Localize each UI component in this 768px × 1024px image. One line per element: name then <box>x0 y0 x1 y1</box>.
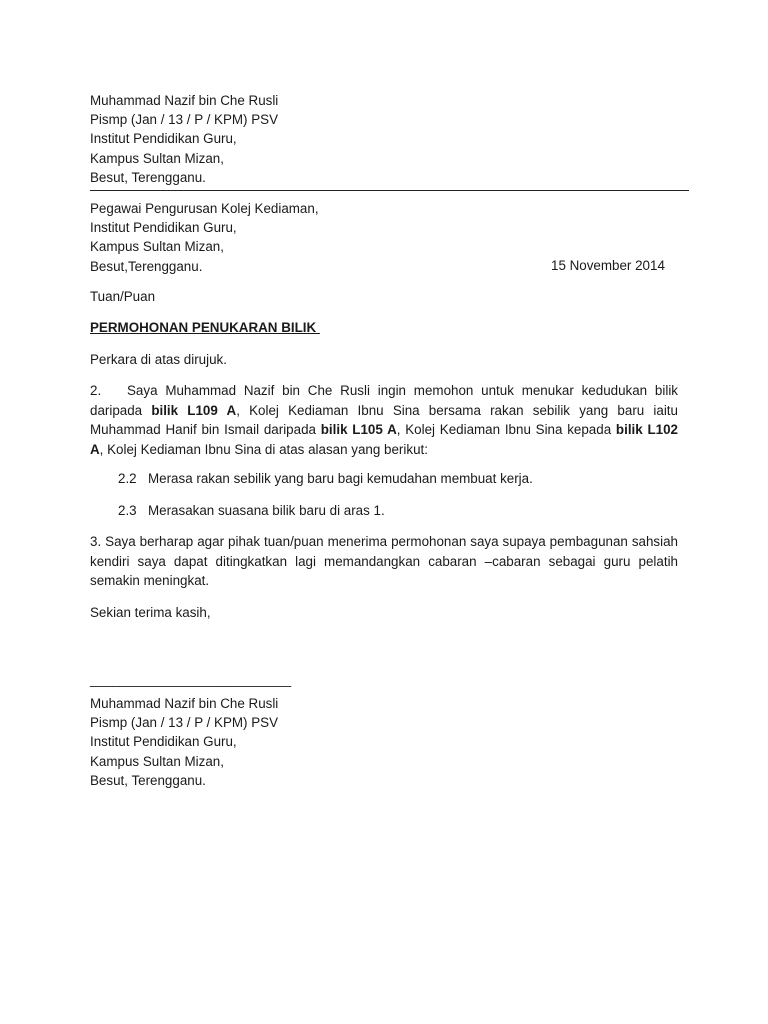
point-text: Merasa rakan sebilik yang baru bagi kemudahan membuat kerja. <box>148 471 533 486</box>
recipient-institute: Institut Pendidikan Guru, <box>90 220 237 236</box>
point-2-2 <box>118 469 533 488</box>
point-2-3 <box>118 501 385 520</box>
sender-institute: Institut Pendidikan Guru, <box>90 131 237 147</box>
point-number: 2.3 <box>118 503 137 518</box>
sender-name: Muhammad Nazif bin Che Rusli <box>90 93 279 108</box>
room-new: bilik L102 A <box>90 422 678 457</box>
letter-date: 15 November 2014 <box>551 258 665 273</box>
recipient-campus: Kampus Sultan Mizan, <box>90 239 224 255</box>
signer-institute: Institut Pendidikan Guru, <box>90 734 237 750</box>
point-number: 2.2 <box>118 471 137 486</box>
signer-city: Besut, Terengganu. <box>90 772 206 788</box>
recipient-city: Besut,Terengganu. <box>90 258 203 274</box>
paragraph-2-text-4: , Kolej Kediaman Ibnu Sina di atas alasan yang berikut: <box>99 441 428 457</box>
signature-line: ___________________________ <box>90 672 292 687</box>
paragraph-2-number: 2. <box>90 383 102 398</box>
sender-campus: Kampus Sultan Mizan, <box>90 150 224 166</box>
room-current: bilik L109 A <box>151 402 237 418</box>
paragraph-2-text-2: , Kolej Kediaman Ibnu Sina bersama rakan sebilik yang baru iaitu Muhammad Hanif bin Ismail daripada <box>90 402 678 438</box>
salutation: Tuan/Puan <box>90 289 156 304</box>
sender-program: Pismp (Jan / 13 / P / KPM) PSV <box>90 112 279 128</box>
signer-program: Pismp (Jan / 13 / P / KPM) PSV <box>90 715 279 731</box>
signer-campus: Kampus Sultan Mizan, <box>90 753 224 769</box>
sender-city: Besut, Terengganu. <box>90 169 206 185</box>
paragraph-2-text-3: , Kolej Kediaman Ibnu Sina kepada <box>396 422 616 438</box>
recipient-officer: Pegawai Pengurusan Kolej Kediaman, <box>90 201 319 216</box>
point-text: Merasakan suasana bilik baru di aras 1. <box>148 503 385 518</box>
paragraph-2-text-1: Saya Muhammad Nazif bin Che Rusli ingin memohon untuk menukar kedudukan bilik daripada <box>90 383 678 418</box>
room-roommate: bilik L105 A <box>320 422 397 438</box>
paragraph-3: 3. Saya berharap agar pihak tuan/puan menerima permohonan saya supaya pembagunan sahsiah kendiri saya dapat ditingkatkan lagi memandangkan cabaran –cabaran sebagai guru pelatih semakin meningkat. <box>90 534 678 589</box>
paragraph-2 <box>90 381 678 459</box>
signer-name: Muhammad Nazif bin Che Rusli <box>90 696 279 711</box>
reference-line: Perkara di atas dirujuk. <box>90 352 227 367</box>
closing-line: Sekian terima kasih, <box>90 605 211 620</box>
signer-address <box>90 694 678 790</box>
sender-address <box>90 91 678 187</box>
header-divider <box>90 190 689 191</box>
letter-subject: PERMOHONAN PENUKARAN BILIK <box>90 320 320 335</box>
